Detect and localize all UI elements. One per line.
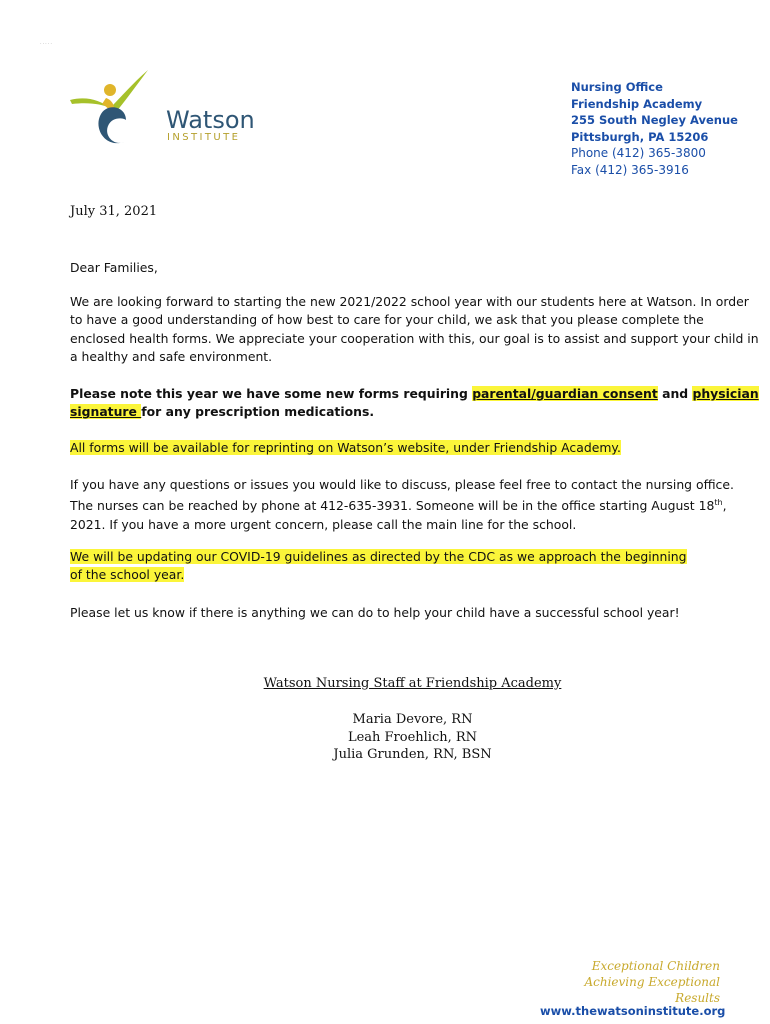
watson-figure-logo-icon	[66, 62, 166, 158]
website-link[interactable]: www.thewatsoninstitute.org	[540, 1004, 726, 1018]
paragraph-reprint	[70, 439, 760, 457]
letter-date: July 31, 2021	[70, 204, 158, 219]
new-forms-lead: Please note this year we have some new forms requiring	[70, 386, 473, 401]
logo-subtitle: INSTITUTE	[167, 132, 241, 143]
scan-mark: .....	[40, 40, 53, 46]
watson-logo	[66, 62, 266, 158]
new-forms-tail: for any prescription medications.	[141, 404, 375, 420]
new-forms-mid: and	[657, 386, 693, 401]
address-line: Nursing Office	[571, 80, 663, 94]
tagline-line2: Achieving Exceptional Results	[584, 975, 720, 1005]
fax-line: Fax (412) 365-3916	[571, 162, 689, 177]
ordinal-suffix: th	[714, 498, 723, 508]
tagline-line1: Exceptional Children	[591, 959, 720, 973]
paragraph-contact	[70, 476, 760, 534]
phone-line: Phone (412) 365-3800	[571, 146, 706, 160]
address-block	[571, 79, 738, 178]
address-line: 255 South Negley Avenue	[571, 113, 738, 127]
highlight-physician: physician	[692, 386, 759, 401]
staff-name: Maria Devore, RN	[352, 712, 473, 727]
contact-text-a: If you have any questions or issues you would like to discuss, please feel free to contact the nursing office. The nurses can be reached by phone at 412-635-3931. Someone will be in the office starting August 18	[70, 477, 734, 514]
staff-name: Leah Froehlich, RN	[347, 729, 478, 745]
signature-title: Watson Nursing Staff at Friendship Academy	[263, 676, 562, 691]
highlight-signature: signature	[70, 404, 142, 420]
contact-text-b: , 2021. If you have a more urgent concern, please call the main line for the school.	[70, 498, 727, 532]
highlight-reprint: All forms will be available for reprinting on Watson’s website, under Friendship Academy.	[70, 440, 621, 455]
highlight-covid-line1: We will be updating our COVID-19 guidelines as directed by the CDC as we approach the beginning	[70, 549, 687, 564]
paragraph-covid	[70, 548, 760, 585]
signature-names	[240, 711, 585, 764]
paragraph-new-forms	[70, 385, 760, 422]
staff-name: Julia Grunden, RN, BSN	[333, 747, 492, 762]
logo-wordmark: Watson	[166, 106, 255, 134]
address-line: Pittsburgh, PA 15206	[571, 129, 709, 144]
greeting: Dear Families,	[70, 260, 158, 275]
footer-tagline	[540, 958, 720, 1006]
address-line: Friendship Academy	[571, 96, 703, 111]
highlight-covid-line2: of the school year.	[70, 567, 185, 583]
paragraph-closing: Please let us know if there is anything we can do to help your child have a successful school year!	[70, 605, 680, 620]
paragraph-intro: We are looking forward to starting the new 2021/2022 school year with our students here at Watson. In order to have a good understanding of how best to care for your child, we ask that you please complete the enclosed health forms. We appreciate your cooperation with this, our goal is to assist and support your child in a healthy and safe environment.	[70, 294, 759, 365]
highlight-consent: parental/guardian consent	[472, 386, 658, 401]
